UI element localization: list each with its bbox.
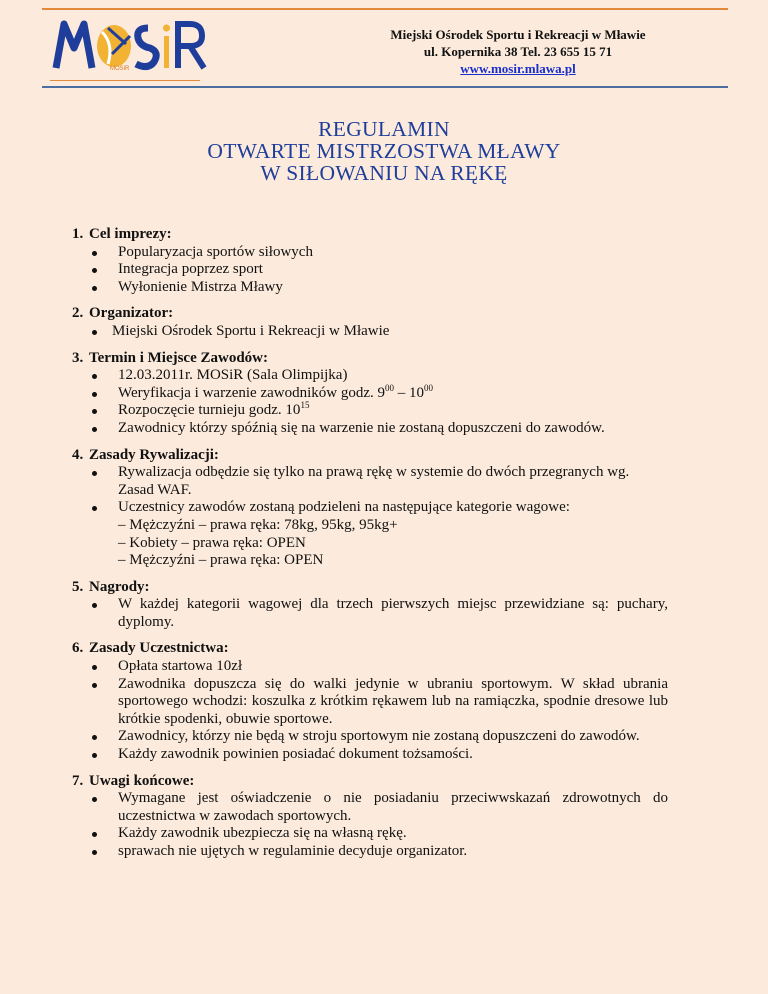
- list-item: Zawodnika dopuszcza się do walki jedynie w ubraniu sportowym. W skład ubrania sportowego wchodzi: koszulka z krótkim rękawem lub na ramiączka, spodnie dresowe lub krótkie spodenki, obuwie sportowe.: [72, 676, 668, 729]
- document-title: [0, 118, 768, 184]
- list-item: Popularyzacja sportów siłowych: [72, 244, 668, 262]
- list-item: Wyłonienie Mistrza Mławy: [72, 279, 668, 297]
- section-participation: [72, 640, 668, 763]
- list-item: Opłata startowa 10zł: [72, 658, 668, 676]
- category-line: – Mężczyźni – prawa ręka: OPEN: [118, 552, 324, 569]
- list-item: 12.03.2011r. MOSiR (Sala Olimpijka): [72, 367, 668, 385]
- section-heading: 2. Organizator:: [72, 305, 174, 322]
- org-name: Miejski Ośrodek Sportu i Rekreacji w Mławie: [390, 27, 646, 42]
- org-address: ul. Kopernika 38 Tel. 23 655 15 71: [423, 44, 613, 59]
- section-heading: 7. Uwagi końcowe:: [72, 772, 195, 789]
- list-item: Zawodnicy którzy spóźnią się na warzenie nie zostaną dopuszczeni do zawodów.: [72, 420, 668, 438]
- list-item: Integracja poprzez sport: [72, 261, 668, 279]
- section-heading: 1. Cel imprezy:: [72, 226, 172, 242]
- organization-info: [308, 26, 728, 77]
- section-rules: [72, 447, 668, 570]
- list-item: Miejski Ośrodek Sportu i Rekreacji w Mławie: [72, 323, 668, 341]
- header-bottom-rule: [42, 86, 728, 88]
- section-heading: 5. Nagrody:: [72, 578, 150, 595]
- logo-underline: [50, 80, 200, 81]
- list-item: Rozpoczęcie turnieju godz. $10^{15}$: [72, 402, 668, 420]
- regulations-body: [72, 226, 668, 870]
- section-heading: 4. Zasady Rywalizacji:: [72, 446, 219, 463]
- list-item: Wymagane jest oświadczenie o nie posiadaniu przeciwwskazań zdrowotnych do uczestnictwa w zawodach sportowych.: [72, 790, 668, 825]
- list-item: Każdy zawodnik powinien posiadać dokument tożsamości.: [72, 746, 668, 764]
- list-item: Każdy zawodnik ubezpiecza się na własną rękę.: [72, 825, 668, 843]
- section-final-notes: [72, 773, 668, 861]
- title-line-2: OTWARTE MISTRZOSTWA MŁAWY: [207, 139, 561, 163]
- section-heading: 3. Termin i Miejsce Zawodów:: [72, 349, 269, 366]
- section-date-place: [72, 350, 668, 438]
- letterhead: [42, 10, 728, 82]
- list-item: sprawach nie ujętych w regulaminie decyduje organizator.: [72, 843, 668, 861]
- website-link[interactable]: www.mosir.mlawa.pl: [460, 61, 576, 76]
- section-goal: [72, 226, 668, 296]
- list-item: W każdej kategorii wagowej dla trzech pierwszych miejsc przewidziane są: puchary, dyplomy.: [72, 596, 668, 631]
- title-line-3: W SIŁOWANIU NA RĘKĘ: [260, 161, 508, 185]
- category-line: – Kobiety – prawa ręka: OPEN: [118, 534, 306, 551]
- list-item: Rywalizacja odbędzie się tylko na prawą rękę w systemie do dwóch przegranych wg. Zasad WAF.: [72, 464, 668, 499]
- logo-lettering: MOSiR: [110, 66, 130, 72]
- list-item: Weryfikacja i warzenie zawodników godz. $9^{00} - 10^{00}$: [72, 385, 668, 403]
- category-line: – Mężczyźni – prawa ręka: 78kg, 95kg, 95kg+: [118, 516, 398, 533]
- list-item: Zawodnicy, którzy nie będą w stroju sportowym nie zostaną dopuszczeni do zawodów.: [72, 728, 668, 746]
- mosir-logo: [50, 14, 208, 76]
- section-prizes: [72, 579, 668, 632]
- section-organizer: [72, 305, 668, 340]
- list-item: Uczestnicy zawodów zostaną podzieleni na następujące kategorie wagowe: – Mężczyźni – prawa ręka: 78kg, 95kg, 95kg+ – Kobiety – prawa ręka: OPEN – Mężczyźni – prawa ręka: OPEN: [72, 499, 668, 569]
- title-line-1: REGULAMIN: [318, 117, 450, 141]
- section-heading: 6. Zasady Uczestnictwa:: [72, 640, 229, 657]
